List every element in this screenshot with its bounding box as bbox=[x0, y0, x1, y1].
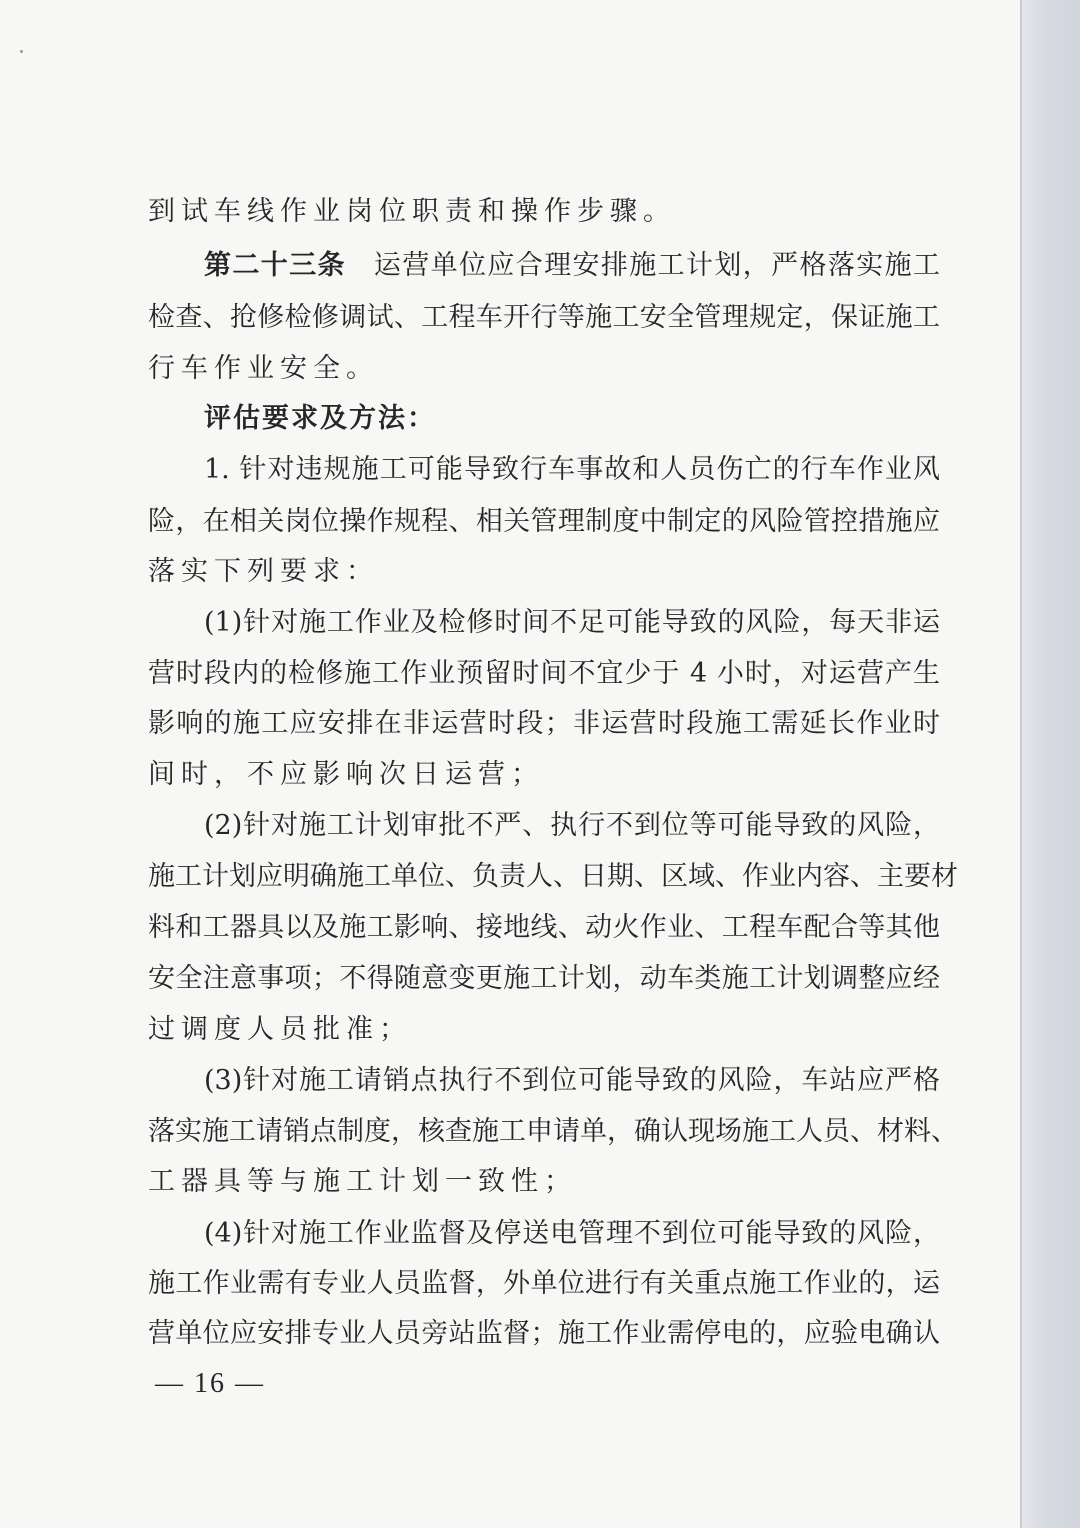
text-line: 施工作业需有专业人员监督，外单位进行有关重点施工作业的，运 bbox=[148, 1268, 940, 1299]
article-heading: 第二十三条 bbox=[204, 250, 346, 281]
text-line: 检查、抢修检修调试、工程车开行等施工安全管理规定，保证施工 bbox=[148, 302, 940, 333]
text-line: 工器具等与施工计划一致性； bbox=[148, 1166, 577, 1197]
text-line: 险，在相关岗位操作规程、相关管理制度中制定的风险管控措施应 bbox=[148, 506, 940, 537]
text-line: 影响的施工应安排在非运营时段；非运营时段施工需延长作业时 bbox=[148, 708, 940, 739]
text-line: (2)针对施工计划审批不严、执行不到位等可能导致的风险， bbox=[204, 810, 940, 841]
text-line: 行车作业安全。 bbox=[148, 353, 379, 384]
text-line: 营单位应安排专业人员旁站监督；施工作业需停电的，应验电确认 bbox=[148, 1318, 940, 1349]
text-line: 落实下列要求： bbox=[148, 556, 379, 587]
scan-edge bbox=[1022, 0, 1080, 1528]
text-line: (1)针对施工作业及检修时间不足可能导致的风险，每天非运 bbox=[204, 607, 940, 638]
text-line: 1. 针对违规施工可能导致行车事故和人员伤亡的行车作业风 bbox=[204, 454, 940, 485]
page-number: — 16 — bbox=[155, 1368, 265, 1399]
scan-speck bbox=[20, 50, 23, 53]
article-23-line bbox=[204, 240, 940, 292]
text-line: 过调度人员批准； bbox=[148, 1014, 412, 1045]
text-line: 间时，不应影响次日运营； bbox=[148, 759, 544, 790]
text-line: 落实施工请销点制度，核查施工申请单，确认现场施工人员、材料、 bbox=[148, 1116, 958, 1147]
article-text: 运营单位应合理安排施工计划，严格落实施工 bbox=[373, 250, 940, 281]
section-heading: 评估要求及方法： bbox=[204, 403, 436, 434]
text-line: 营时段内的检修施工作业预留时间不宜少于 4 小时，对运营产生 bbox=[148, 658, 940, 689]
text-line: (4)针对施工作业监督及停送电管理不到位可能导致的风险， bbox=[204, 1218, 940, 1249]
text-line: 到试车线作业岗位职责和操作步骤。 bbox=[148, 196, 676, 227]
text-line: 安全注意事项；不得随意变更施工计划，动车类施工计划调整应经 bbox=[148, 963, 940, 994]
text-line: (3)针对施工请销点执行不到位可能导致的风险，车站应严格 bbox=[204, 1065, 940, 1096]
text-line: 施工计划应明确施工单位、负责人、日期、区域、作业内容、主要材 bbox=[148, 861, 958, 892]
text-line: 料和工器具以及施工影响、接地线、动火作业、工程车配合等其他 bbox=[148, 912, 940, 943]
